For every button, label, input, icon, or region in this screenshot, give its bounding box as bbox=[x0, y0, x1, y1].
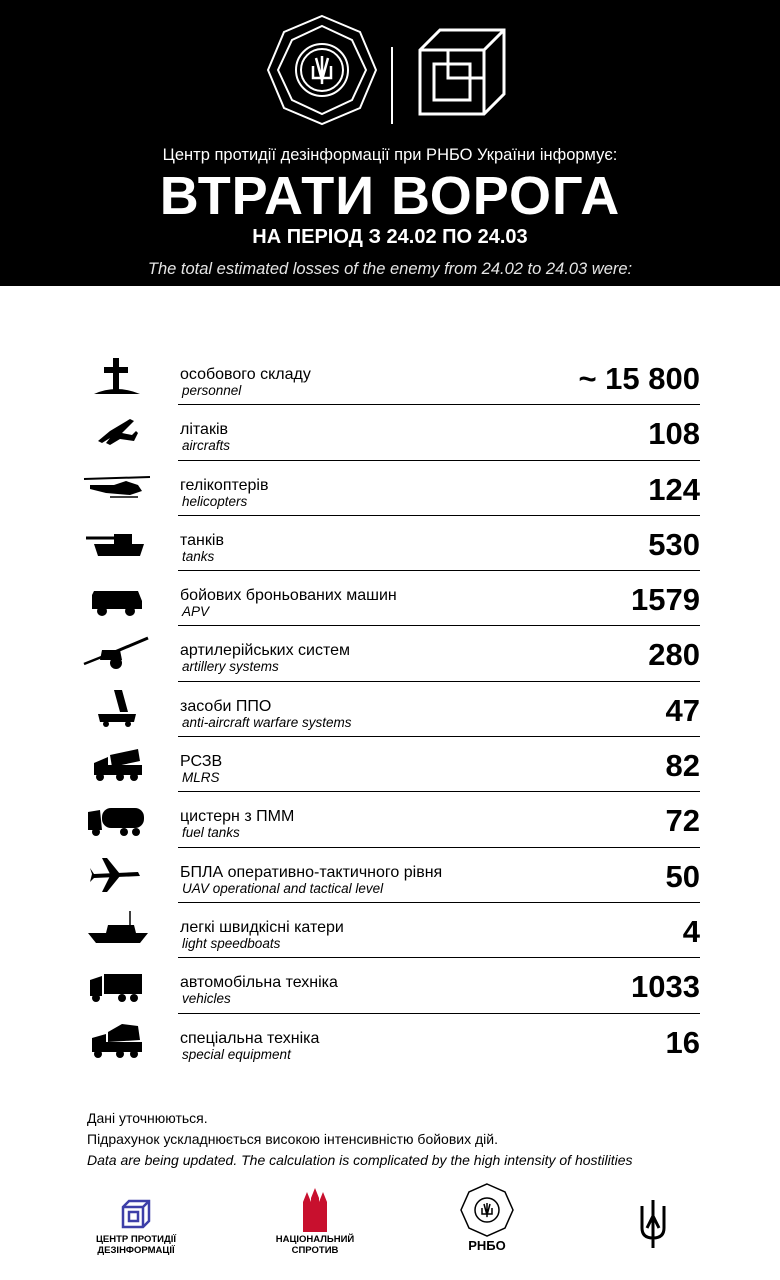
uav-icon bbox=[80, 854, 155, 894]
item-label: гелікоптерів bbox=[180, 476, 269, 494]
item-sublabel: special equipment bbox=[182, 1046, 291, 1062]
list-item bbox=[80, 571, 700, 626]
national-resistance-icon bbox=[300, 1188, 330, 1232]
header-banner bbox=[0, 0, 780, 286]
fighter-jet-icon bbox=[80, 411, 155, 451]
rnbo-small-emblem-icon bbox=[456, 1182, 518, 1238]
list-item bbox=[80, 848, 700, 903]
item-label: БПЛА оперативно-тактичного рівня bbox=[180, 863, 443, 881]
tank-icon bbox=[80, 522, 155, 562]
item-label: бойових броньованих машин bbox=[180, 587, 397, 605]
truck-icon bbox=[80, 964, 155, 1004]
list-item bbox=[80, 682, 700, 737]
item-value: 82 bbox=[665, 748, 700, 784]
item-label: легкі швидкісні катери bbox=[180, 918, 344, 936]
item-value: 1033 bbox=[631, 969, 700, 1005]
ns-logo-line: СПРОТИВ bbox=[291, 1245, 339, 1256]
cpd-logo-text bbox=[86, 1234, 186, 1256]
air-defense-icon bbox=[80, 688, 155, 728]
item-label: особового складу bbox=[180, 366, 311, 383]
item-value: 47 bbox=[665, 692, 700, 728]
item-value: 4 bbox=[682, 913, 700, 949]
note-line: Дані уточнюються. bbox=[87, 1110, 208, 1126]
rnbo-emblem-icon bbox=[268, 16, 376, 124]
item-value: 124 bbox=[648, 471, 700, 507]
item-sublabel: APV bbox=[182, 604, 210, 620]
item-value: 1579 bbox=[631, 582, 700, 618]
list-item bbox=[80, 792, 700, 847]
list-item bbox=[80, 461, 700, 516]
ns-logo-line: НАЦІОНАЛЬНИЙ bbox=[275, 1234, 355, 1245]
item-value: 16 bbox=[665, 1024, 700, 1060]
item-sublabel: light speedboats bbox=[182, 935, 281, 951]
header-logos bbox=[0, 12, 780, 132]
list-item bbox=[80, 626, 700, 681]
item-sublabel: helicopters bbox=[182, 493, 248, 509]
trident-icon bbox=[636, 1198, 670, 1250]
item-label: артилерійських систем bbox=[180, 642, 351, 660]
artillery-icon bbox=[80, 632, 155, 672]
note-line-english: Data are being updated. The calculation is complicated by the high intensity of hostilities bbox=[87, 1152, 633, 1168]
mlrs-icon bbox=[80, 743, 155, 783]
item-sublabel: UAV operational and tactical level bbox=[182, 880, 384, 896]
list-item bbox=[80, 737, 700, 792]
national-resistance-text bbox=[265, 1234, 365, 1256]
note-line: Підрахунок ускладнюється високою інтенсивністю бойових дій. bbox=[87, 1131, 498, 1147]
list-item bbox=[80, 350, 700, 405]
period-subtitle: НА ПЕРІОД З 24.02 ПО 24.03 bbox=[252, 226, 528, 248]
item-label: автомобільна техніка bbox=[180, 974, 338, 992]
losses-list bbox=[80, 350, 700, 1069]
item-value: 108 bbox=[648, 416, 700, 452]
item-label: спеціальна техніка bbox=[180, 1029, 320, 1047]
grave-cross-icon bbox=[80, 356, 155, 396]
footer-logos bbox=[0, 1180, 780, 1270]
notes bbox=[87, 1108, 633, 1171]
english-intro: The total estimated losses of the enemy from 24.02 to 24.03 were: bbox=[147, 260, 633, 278]
item-value: 280 bbox=[648, 637, 700, 673]
item-label: танків bbox=[180, 531, 224, 549]
item-value: 72 bbox=[665, 803, 700, 839]
item-sublabel: artillery systems bbox=[182, 659, 279, 675]
special-vehicle-icon bbox=[80, 1020, 155, 1060]
fuel-truck-icon bbox=[80, 798, 155, 838]
list-item bbox=[80, 958, 700, 1013]
cpd-logo-line: ЦЕНТР ПРОТИДІЇ bbox=[95, 1234, 176, 1245]
helicopter-icon bbox=[80, 467, 155, 507]
speedboat-icon bbox=[80, 909, 155, 949]
item-sublabel: vehicles bbox=[182, 991, 231, 1007]
item-value: 50 bbox=[665, 858, 700, 894]
cpd-cube-logo-icon bbox=[420, 30, 504, 114]
item-label: цистерн з ПММ bbox=[180, 808, 295, 826]
list-item bbox=[80, 516, 700, 571]
item-label: РСЗВ bbox=[180, 753, 223, 771]
item-sublabel: anti-aircraft warfare systems bbox=[182, 714, 352, 730]
cpd-cube-small-icon bbox=[120, 1198, 152, 1230]
rnbo-logo-text: РНБО bbox=[468, 1238, 506, 1253]
cpd-logo-line: ДЕЗІНФОРМАЦІЇ bbox=[97, 1245, 175, 1256]
list-item bbox=[80, 903, 700, 958]
item-label: засоби ППО bbox=[180, 697, 272, 715]
item-sublabel: fuel tanks bbox=[182, 825, 240, 841]
item-value: ~ 15 800 bbox=[578, 361, 700, 396]
item-label: літаків bbox=[180, 421, 228, 439]
item-sublabel: MLRS bbox=[182, 770, 220, 786]
item-sublabel: tanks bbox=[182, 548, 215, 564]
item-sublabel: aircrafts bbox=[182, 438, 231, 454]
list-item bbox=[80, 405, 700, 460]
list-item bbox=[80, 1014, 700, 1069]
item-sublabel: personnel bbox=[182, 383, 242, 398]
intro-text: Центр протидії дезінформації при РНБО України інформує: bbox=[162, 146, 618, 164]
item-value: 530 bbox=[648, 526, 700, 562]
armored-vehicle-icon bbox=[80, 577, 155, 617]
page-title: ВТРАТИ ВОРОГА bbox=[159, 166, 621, 226]
